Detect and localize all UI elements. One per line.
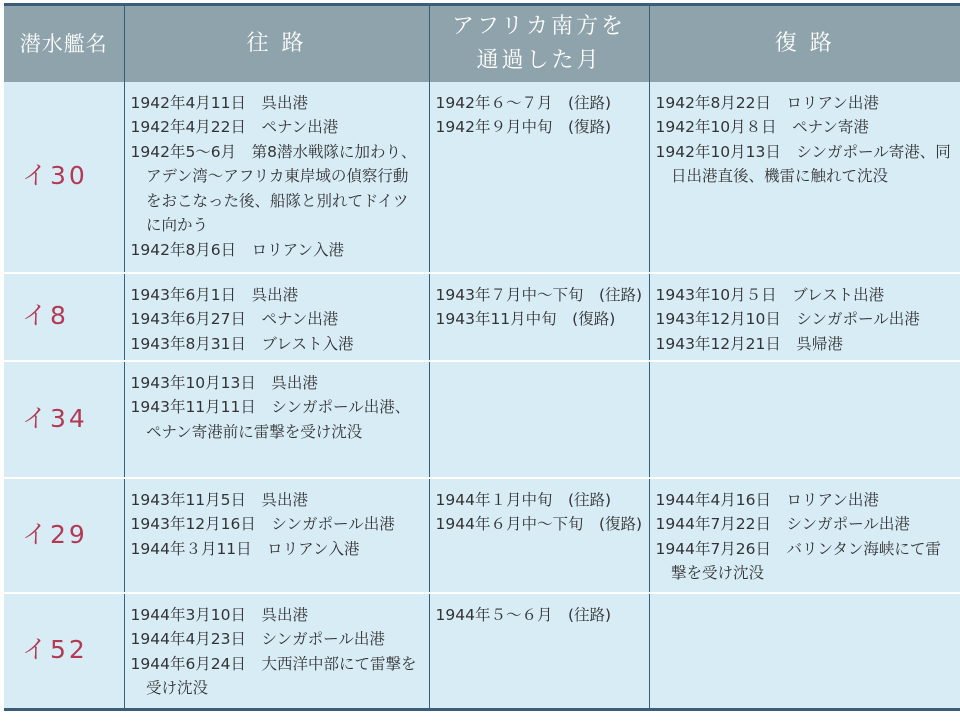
- submarine-voyage-table: [4, 3, 960, 711]
- return-entry: 1944年4月16日 ロリアン出港: [655, 490, 879, 509]
- outbound-entry: 1944年３月11日 ロリアン入港: [130, 539, 360, 558]
- africa-cell: [429, 361, 649, 478]
- africa-entry: 1943年７月中〜下旬 (往路): [435, 285, 643, 304]
- header-return: 復 路: [649, 5, 960, 82]
- outbound-entry: 1944年3月10日 呉出港: [130, 605, 309, 624]
- submarine-name: イ29: [4, 478, 124, 593]
- africa-entry: 1943年11月中旬 (復路): [435, 310, 616, 329]
- header-outbound: 往 路: [124, 5, 429, 82]
- return-entry: 1942年10月８日 ペナン寄港: [655, 118, 869, 137]
- africa-cell: [429, 82, 649, 273]
- table-row: [4, 273, 960, 361]
- outbound-entry: 1943年10月13日 呉出港: [130, 373, 318, 392]
- return-cell: [649, 82, 960, 273]
- outbound-entry: 1943年6月27日 ペナン出港: [130, 310, 339, 329]
- submarine-name: イ30: [4, 82, 124, 273]
- outbound-cell: [124, 82, 429, 273]
- outbound-entry: 1943年11月11日 シンガポール出港、ペナン寄港前に雷撃を受け沈没: [130, 398, 411, 441]
- outbound-entry: 1943年12月16日 シンガポール出港: [130, 515, 395, 534]
- header-africa-month: [429, 5, 649, 82]
- outbound-entry: 1942年4月22日 ペナン出港: [130, 118, 339, 137]
- africa-entry: 1944年１月中旬 (往路): [435, 490, 612, 509]
- outbound-cell: [124, 478, 429, 593]
- table-row: [4, 82, 960, 273]
- return-cell: [649, 593, 960, 710]
- return-cell: [649, 478, 960, 593]
- africa-entry: 1942年９月中旬 (復路): [435, 118, 612, 137]
- submarine-name: イ8: [4, 273, 124, 361]
- africa-entry: 1942年６〜７月 (往路): [435, 93, 612, 112]
- outbound-entry: 1942年4月11日 呉出港: [130, 93, 309, 112]
- return-entry: 1943年12月10日 シンガポール出港: [655, 310, 920, 329]
- outbound-cell: [124, 361, 429, 478]
- submarine-name: イ34: [4, 361, 124, 478]
- africa-cell: [429, 478, 649, 593]
- outbound-entry: 1943年8月31日 ブレスト入港: [130, 334, 354, 353]
- outbound-entry: 1944年4月23日 シンガポール出港: [130, 630, 385, 649]
- return-cell: [649, 273, 960, 361]
- header-row: [4, 5, 960, 82]
- return-entry: 1943年10月５日 ブレスト出港: [655, 285, 885, 304]
- africa-entry: 1944年６月中〜下旬 (復路): [435, 515, 643, 534]
- return-entry: 1944年7月26日 バリンタン海峡にて雷撃を受け沈没: [655, 539, 941, 583]
- return-entry: 1943年12月21日 呉帰港: [655, 334, 843, 353]
- header-submarine-name: 潜水艦名: [4, 5, 124, 82]
- africa-cell: [429, 593, 649, 710]
- outbound-entry: 1944年6月24日 大西洋中部にて雷撃を受け沈没: [130, 654, 417, 698]
- header-africa-line2: 通過した月: [476, 47, 602, 73]
- table-row: [4, 478, 960, 593]
- return-entry: 1942年10月13日 シンガポール寄港、同日出港直後、機雷に触れて沈没: [655, 142, 951, 186]
- return-cell: [649, 361, 960, 478]
- outbound-entry: 1943年11月5日 呉出港: [130, 490, 309, 509]
- table-row: [4, 361, 960, 478]
- return-entry: 1942年8月22日 ロリアン出港: [655, 93, 879, 112]
- outbound-entry: 1943年6月1日 呉出港: [130, 285, 299, 304]
- outbound-entry: 1942年5〜6月 第8潜水戦隊に加わり、アデン湾〜アフリカ東岸域の偵察行動をおこなった後、船隊と別れてドイツに向かう: [130, 142, 417, 235]
- submarine-name: イ52: [4, 593, 124, 710]
- outbound-cell: [124, 593, 429, 710]
- outbound-cell: [124, 273, 429, 361]
- header-africa-line1: アフリカ南方を: [452, 13, 626, 39]
- outbound-entry: 1942年8月6日 ロリアン入港: [130, 241, 345, 260]
- table-row: [4, 593, 960, 710]
- africa-cell: [429, 273, 649, 361]
- return-entry: 1944年7月22日 シンガポール出港: [655, 515, 910, 534]
- africa-entry: 1944年５〜６月 (往路): [435, 605, 612, 624]
